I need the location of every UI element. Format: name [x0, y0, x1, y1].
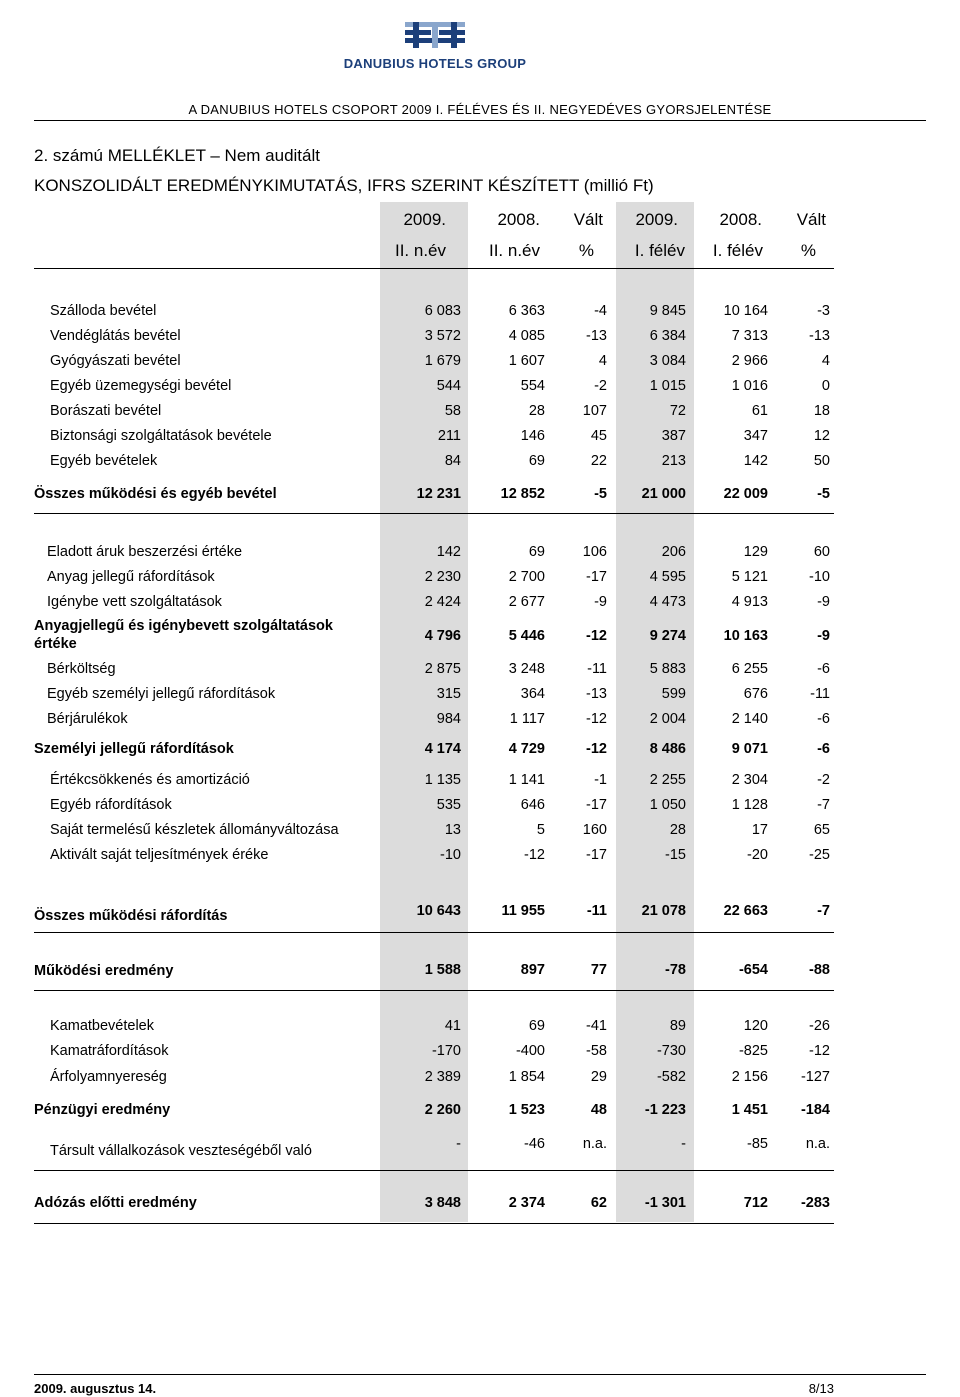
- change-q2: -13: [586, 686, 607, 702]
- value-2009-q2: 544: [436, 378, 461, 394]
- value-2009-h1: -730: [656, 1043, 686, 1059]
- row-divider: [34, 513, 834, 514]
- change-h1: -25: [809, 847, 830, 863]
- value-2008-q2: 12 852: [500, 486, 545, 502]
- value-2008-h1: 10 163: [723, 628, 768, 644]
- change-h1: -6: [817, 741, 830, 757]
- change-q2: -11: [586, 903, 607, 919]
- change-h1: 50: [813, 453, 830, 469]
- value-2009-h1: -78: [665, 962, 686, 978]
- row-divider: [34, 1223, 834, 1224]
- value-2008-q2: 28: [528, 403, 545, 419]
- value-2009-q2: 2 389: [424, 1069, 461, 1085]
- value-2009-q2: 2 424: [424, 594, 461, 610]
- change-q2: 77: [590, 962, 607, 978]
- change-h1: -9: [817, 594, 830, 610]
- row-label: Egyéb személyi jellegű ráfordítások: [47, 686, 276, 702]
- table-row: [0, 1064, 960, 1090]
- value-2008-q2: 11 955: [501, 903, 545, 919]
- value-2008-q2: 3 248: [508, 661, 545, 677]
- row-label: Igénybe vett szolgáltatások: [47, 594, 222, 610]
- value-2008-h1: -825: [738, 1043, 768, 1059]
- table-row: [0, 767, 960, 793]
- value-2009-h1: -1 301: [644, 1195, 686, 1211]
- change-q2: 45: [590, 428, 607, 444]
- col-2009-h1-period: I. félév: [634, 241, 685, 260]
- value-2009-q2: 1 588: [424, 962, 461, 978]
- value-2008-h1: 120: [743, 1018, 768, 1034]
- col-2008-h1-year: 2008.: [719, 210, 762, 229]
- change-q2: 107: [582, 403, 607, 419]
- change-h1: -9: [817, 628, 830, 644]
- value-2008-q2: -46: [524, 1136, 545, 1152]
- value-2009-h1: 9 274: [649, 628, 686, 644]
- value-2009-q2: -: [456, 1136, 461, 1152]
- change-h1: -12: [809, 1043, 830, 1059]
- value-2009-h1: 2 004: [649, 711, 686, 727]
- subtotal-row: [0, 1097, 960, 1123]
- value-2009-h1: 4 473: [649, 594, 686, 610]
- value-2008-q2: 69: [528, 453, 545, 469]
- value-2008-h1: 676: [743, 686, 768, 702]
- table-row: [0, 448, 960, 474]
- value-2009-q2: 6 083: [424, 303, 461, 319]
- value-2008-h1: 5 121: [731, 569, 768, 585]
- value-2009-h1: -15: [665, 847, 686, 863]
- col-2008-q2-period: II. n.év: [488, 241, 540, 260]
- row-label: Egyéb ráfordítások: [50, 797, 172, 813]
- value-2009-h1: 4 595: [649, 569, 686, 585]
- row-label: Személyi jellegű ráfordítások: [34, 741, 234, 757]
- total-row: [0, 481, 960, 507]
- table-row: [0, 348, 960, 374]
- change-q2: -9: [594, 594, 607, 610]
- change-q2: -4: [594, 303, 607, 319]
- value-2008-h1: 61: [751, 403, 768, 419]
- value-2008-q2: 1 523: [508, 1102, 545, 1118]
- change-h1: -127: [800, 1069, 830, 1085]
- col-change-h1-unit: %: [800, 241, 816, 260]
- row-label: Társult vállalkozások veszteségéből való: [50, 1143, 312, 1159]
- change-q2: -12: [586, 628, 607, 644]
- change-h1: -7: [817, 903, 830, 919]
- row-label: Biztonsági szolgáltatások bevétele: [50, 428, 272, 444]
- value-2009-h1: -582: [656, 1069, 686, 1085]
- value-2008-h1: 2 140: [731, 711, 768, 727]
- value-2008-h1: 2 156: [731, 1069, 768, 1085]
- table-row: [0, 398, 960, 424]
- value-2009-q2: 12 231: [416, 486, 461, 502]
- value-2009-q2: 4 796: [424, 628, 461, 644]
- value-2008-q2: 1 607: [508, 353, 545, 369]
- value-2008-q2: -12: [524, 847, 545, 863]
- change-h1: n.a.: [805, 1136, 830, 1152]
- value-2008-q2: 2 700: [508, 569, 545, 585]
- value-2008-h1: 22 009: [723, 486, 768, 502]
- value-2009-h1: 213: [661, 453, 686, 469]
- danubius-logo: [330, 20, 540, 80]
- value-2009-h1: 8 486: [649, 741, 686, 757]
- value-2009-h1: 3 084: [649, 353, 686, 369]
- col-change-q2-unit: %: [578, 241, 594, 260]
- total-row: [0, 1190, 960, 1216]
- table-row: [0, 373, 960, 399]
- change-q2: -17: [586, 569, 607, 585]
- value-2009-h1: 2 255: [649, 772, 686, 788]
- change-h1: -6: [817, 661, 830, 677]
- value-2008-q2: 646: [520, 797, 545, 813]
- table-row: [0, 1013, 960, 1039]
- value-2008-h1: -20: [747, 847, 768, 863]
- row-label: Egyéb üzemegységi bevétel: [50, 378, 232, 394]
- value-2008-h1: 1 451: [731, 1102, 768, 1118]
- total-row: [0, 898, 960, 924]
- change-h1: 60: [813, 544, 830, 560]
- report-header-title: A DANUBIUS HOTELS CSOPORT 2009 I. FÉLÉVES ÉS II. NEGYEDÉVES GYORSJELENTÉSE: [188, 102, 772, 117]
- value-2008-h1: 10 164: [723, 303, 768, 319]
- value-2009-h1: -: [681, 1136, 686, 1152]
- value-2009-q2: 984: [436, 711, 461, 727]
- change-q2: 106: [582, 544, 607, 560]
- change-h1: 65: [813, 822, 830, 838]
- col-2008-q2-year: 2008.: [497, 210, 540, 229]
- value-2008-h1: 17: [751, 822, 768, 838]
- change-h1: -3: [817, 303, 830, 319]
- row-label: Összes működési ráfordítás: [34, 908, 228, 924]
- col-2008-h1-period: I. félév: [712, 241, 763, 260]
- table-row: [0, 681, 960, 707]
- change-h1: -13: [809, 328, 830, 344]
- row-label: Aktivált saját teljesítmények éréke: [50, 847, 269, 863]
- subtotal-row: [0, 618, 960, 652]
- change-h1: -88: [809, 962, 830, 978]
- table-row: [0, 1131, 960, 1157]
- value-2008-q2: 5 446: [508, 628, 545, 644]
- value-2009-q2: 2 260: [424, 1102, 461, 1118]
- row-label: Bérjárulékok: [47, 711, 128, 727]
- value-2008-h1: 347: [743, 428, 768, 444]
- change-q2: 4: [598, 353, 607, 369]
- change-q2: -41: [586, 1018, 607, 1034]
- annex-title: 2. számú MELLÉKLET – Nem auditált: [34, 146, 320, 165]
- page-number: 8/13: [808, 1381, 834, 1396]
- change-q2: -17: [586, 797, 607, 813]
- row-label: Pénzügyi eredmény: [34, 1102, 171, 1118]
- row-label: Vendéglátás bevétel: [50, 328, 181, 344]
- value-2009-q2: -10: [440, 847, 461, 863]
- value-2009-q2: 142: [436, 544, 461, 560]
- value-2008-h1: 6 255: [731, 661, 768, 677]
- value-2009-q2: 315: [436, 686, 461, 702]
- value-2008-q2: 69: [528, 1018, 545, 1034]
- danubius-logo-mark-icon: [405, 20, 465, 50]
- row-label: Eladott áruk beszerzési értéke: [47, 544, 243, 560]
- change-q2: -12: [586, 741, 607, 757]
- row-divider: [34, 990, 834, 991]
- change-h1: -5: [817, 486, 830, 502]
- table-row: [0, 817, 960, 843]
- value-2008-q2: 1 141: [508, 772, 545, 788]
- row-label: Anyagjellegű és igénybevett szolgáltatások értéke: [34, 618, 333, 652]
- change-q2: 48: [590, 1102, 607, 1118]
- table-row: [0, 539, 960, 565]
- value-2008-h1: -654: [738, 962, 768, 978]
- row-label: Borászati bevétel: [50, 403, 162, 419]
- value-2008-q2: 6 363: [508, 303, 545, 319]
- value-2009-h1: 9 845: [649, 303, 686, 319]
- table-row: [0, 298, 960, 324]
- value-2008-h1: 22 663: [723, 903, 768, 919]
- value-2009-h1: 21 078: [641, 903, 686, 919]
- table-row: [0, 423, 960, 449]
- value-2008-h1: 1 016: [731, 378, 768, 394]
- change-q2: -17: [586, 847, 607, 863]
- value-2009-q2: 10 643: [416, 903, 461, 919]
- value-2009-h1: 72: [669, 403, 686, 419]
- change-h1: 0: [821, 378, 830, 394]
- value-2009-q2: 1 679: [424, 353, 461, 369]
- change-q2: 22: [590, 453, 607, 469]
- value-2008-q2: -400: [515, 1043, 545, 1059]
- row-label: Egyéb bevételek: [50, 453, 158, 469]
- change-q2: 29: [590, 1069, 607, 1085]
- value-2008-q2: 1 854: [508, 1069, 545, 1085]
- value-2008-q2: 1 117: [509, 711, 545, 727]
- value-2008-q2: 364: [520, 686, 545, 702]
- logo-text: DANUBIUS HOTELS GROUP: [343, 56, 527, 71]
- change-h1: -6: [817, 711, 830, 727]
- value-2008-q2: 2 677: [508, 594, 545, 610]
- col-change-h1-title: Vált: [796, 210, 826, 229]
- change-h1: -184: [800, 1102, 830, 1118]
- row-label: Kamatbevételek: [50, 1018, 154, 1034]
- value-2009-h1: 1 050: [649, 797, 686, 813]
- table-row: [0, 589, 960, 615]
- value-2009-q2: -170: [431, 1043, 461, 1059]
- value-2009-q2: 2 875: [424, 661, 461, 677]
- value-2009-q2: 41: [444, 1018, 461, 1034]
- table-row: [0, 323, 960, 349]
- value-2009-q2: 58: [444, 403, 461, 419]
- table-row: [0, 1038, 960, 1064]
- value-2009-q2: 13: [444, 822, 461, 838]
- value-2008-h1: 4 913: [731, 594, 768, 610]
- statement-title: KONSZOLIDÁLT EREDMÉNYKIMUTATÁS, IFRS SZERINT KÉSZÍTETT (millió Ft): [34, 176, 654, 195]
- change-h1: -283: [800, 1195, 830, 1211]
- header-rule: [34, 268, 834, 269]
- value-2009-q2: 4 174: [424, 741, 461, 757]
- change-q2: -5: [594, 486, 607, 502]
- value-2008-h1: 129: [743, 544, 768, 560]
- value-2008-q2: 146: [520, 428, 545, 444]
- value-2009-q2: 535: [436, 797, 461, 813]
- value-2009-q2: 2 230: [424, 569, 461, 585]
- row-label: Működési eredmény: [34, 963, 174, 979]
- value-2009-h1: 206: [661, 544, 686, 560]
- change-h1: -26: [809, 1018, 830, 1034]
- col-change-q2-title: Vált: [573, 210, 603, 229]
- value-2009-h1: 6 384: [649, 328, 686, 344]
- value-2008-q2: 554: [520, 378, 545, 394]
- value-2009-h1: 387: [661, 428, 686, 444]
- value-2008-q2: 69: [528, 544, 545, 560]
- row-label: Bérköltség: [47, 661, 116, 677]
- col-2009-q2-year: 2009.: [403, 210, 446, 229]
- row-label: Árfolyamnyereség: [50, 1069, 167, 1085]
- change-q2: -58: [586, 1043, 607, 1059]
- value-2009-q2: 3 848: [424, 1195, 461, 1211]
- value-2008-h1: 142: [743, 453, 768, 469]
- change-h1: -7: [817, 797, 830, 813]
- value-2009-h1: 599: [661, 686, 686, 702]
- row-divider: [34, 932, 834, 933]
- change-q2: 62: [590, 1195, 607, 1211]
- change-q2: -13: [586, 328, 607, 344]
- row-label: Kamatráfordítások: [50, 1043, 169, 1059]
- value-2009-q2: 1 135: [424, 772, 461, 788]
- value-2008-h1: 7 313: [731, 328, 768, 344]
- value-2009-h1: 5 883: [649, 661, 686, 677]
- footer-date: 2009. augusztus 14.: [34, 1381, 157, 1396]
- change-h1: -10: [809, 569, 830, 585]
- value-2008-h1: 2 966: [731, 353, 768, 369]
- value-2008-q2: 4 729: [508, 741, 545, 757]
- change-q2: n.a.: [582, 1136, 607, 1152]
- change-q2: -2: [594, 378, 607, 394]
- row-label: Anyag jellegű ráfordítások: [47, 569, 215, 585]
- change-h1: 18: [813, 403, 830, 419]
- row-label: Szálloda bevétel: [50, 303, 157, 319]
- col-2009-q2-period: II. n.év: [394, 241, 446, 260]
- change-h1: -11: [810, 686, 830, 702]
- change-h1: -2: [817, 772, 830, 788]
- row-label: Gyógyászati bevétel: [50, 353, 181, 369]
- value-2008-h1: 9 071: [731, 741, 768, 757]
- table-row: [0, 706, 960, 732]
- row-label: Adózás előtti eredmény: [34, 1195, 197, 1211]
- value-2009-q2: 3 572: [424, 328, 461, 344]
- change-q2: -12: [586, 711, 607, 727]
- table-row: [0, 564, 960, 590]
- value-2008-h1: -85: [747, 1136, 768, 1152]
- value-2009-h1: 1 015: [649, 378, 686, 394]
- total-row: [0, 957, 960, 983]
- row-divider: [34, 1170, 834, 1171]
- value-2009-h1: -1 223: [644, 1102, 686, 1118]
- col-2009-h1-year: 2009.: [635, 210, 678, 229]
- table-row: [0, 842, 960, 868]
- value-2009-h1: 28: [669, 822, 686, 838]
- value-2009-h1: 21 000: [641, 486, 686, 502]
- value-2009-h1: 89: [669, 1018, 686, 1034]
- footer-divider: [34, 1374, 926, 1375]
- row-label: Értékcsökkenés és amortizáció: [50, 772, 250, 788]
- value-2009-q2: 211: [437, 428, 461, 444]
- change-h1: 4: [821, 353, 830, 369]
- value-2008-h1: 1 128: [731, 797, 768, 813]
- row-label: Saját termelésű készletek állományváltozása: [50, 822, 339, 838]
- value-2008-q2: 897: [520, 962, 545, 978]
- value-2008-h1: 712: [743, 1195, 768, 1211]
- change-h1: 12: [813, 428, 830, 444]
- subtotal-row: [0, 736, 960, 762]
- change-q2: -1: [594, 772, 607, 788]
- value-2009-q2: 84: [444, 453, 461, 469]
- change-q2: 160: [582, 822, 607, 838]
- value-2008-q2: 4 085: [508, 328, 545, 344]
- table-row: [0, 656, 960, 682]
- table-row: [0, 792, 960, 818]
- header-divider: [34, 120, 926, 121]
- value-2008-h1: 2 304: [731, 772, 768, 788]
- value-2008-q2: 2 374: [508, 1195, 545, 1211]
- row-label: Összes működési és egyéb bevétel: [34, 486, 277, 502]
- value-2008-q2: 5: [536, 822, 545, 838]
- change-q2: -11: [587, 661, 607, 677]
